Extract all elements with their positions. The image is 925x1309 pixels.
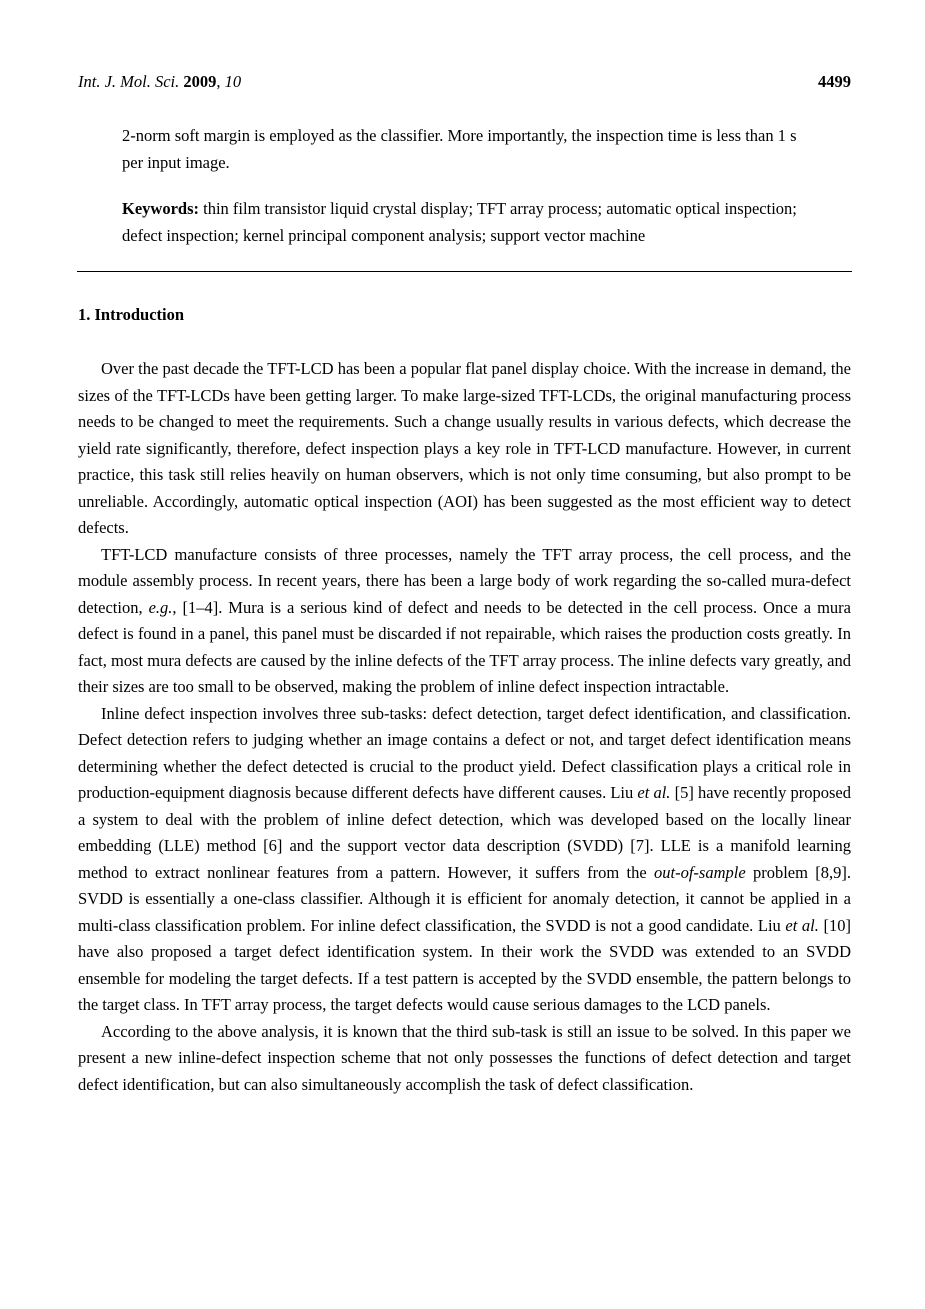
journal-citation: Int. J. Mol. Sci. 2009, 10	[78, 72, 242, 91]
section-divider	[77, 271, 852, 272]
running-header	[78, 72, 851, 96]
paragraph: Inline defect inspection involves three sub-tasks: defect detection, target defect identification, and classification. Defect detection refers to judging whether an image contains a defect or not, and target defect identification means determining whether the defect detected is crucial to the product yield. Defect classification plays a critical role in production-equipment diagnosis because different defects have different causes. Liu et al. [5] have recently proposed a system to deal with the problem of inline defect detection, which was developed based on the locally linear embedding (LLE) method [6] and the support vector data description (SVDD) [7]. LLE is a manifold learning method to extract nonlinear features from a pattern. However, it suffers from the out-of-sample problem [8,9]. SVDD is essentially a one-class classifier. Although it is efficient for anomaly detection, it cannot be applied in a multi-class classification problem. For inline defect classification, the SVDD is not a good candidate. Liu et al. [10] have also proposed a target defect identification system. In their work the SVDD was extended to an SVDD ensemble for modeling the target defects. If a test pattern is accepted by the SVDD ensemble, the pattern belongs to the target class. In TFT array process, the target defects would cause serious damages to the LCD panels.	[78, 703, 852, 1014]
section-heading: 1. Introduction	[78, 305, 185, 324]
keywords-label: Keywords:	[122, 199, 199, 218]
journal-name: Int. J. Mol. Sci.	[78, 72, 180, 91]
keywords	[122, 195, 822, 249]
abstract-tail: 2-norm soft margin is employed as the classifier. More importantly, the inspection time is less than 1 s per input image.	[122, 126, 797, 172]
body-text	[78, 356, 851, 1098]
page-number: 4499	[818, 72, 851, 91]
journal-volume: 10	[224, 72, 242, 91]
keywords-text: thin film transistor liquid crystal display; TFT array process; automatic optical inspection; defect inspection; kernel principal component analysis; support vector machine	[122, 199, 797, 245]
paragraph: Over the past decade the TFT-LCD has been a popular flat panel display choice. With the increase in demand, the sizes of the TFT-LCDs have been getting larger. To make large-sized TFT-LCDs, the original manufacturing process needs to be changed to meet the requirements. Such a change usually results in various defects, which decrease the yield rate significantly, therefore, defect inspection plays a key role in TFT-LCD manufacture. However, in current practice, this task still relies heavily on human observers, which is not only time consuming, but also prompt to be unreliable. Accordingly, automatic optical inspection (AOI) has been suggested as the most efficient way to detect defects.	[78, 359, 851, 537]
paragraph: According to the above analysis, it is known that the third sub-task is still an issue to be solved. In this paper we present a new inline-defect inspection scheme that not only possesses the functions of defect detection and target defect identification, but can also simultaneously accomplish the task of defect classification.	[78, 1021, 851, 1094]
journal-year: 2009	[183, 72, 217, 91]
paragraph: TFT-LCD manufacture consists of three processes, namely the TFT array process, the cell process, and the module assembly process. In recent years, there has been a large body of work regarding the so-called mura-defect detection, e.g., [1–4]. Mura is a serious kind of defect and needs to be detected in the cell process. Once a mura defect is found in a panel, this panel must be discarded if not repairable, which raises the production costs greatly. In fact, most mura defects are caused by the inline defects of the TFT array process. The inline defects vary greatly, and their sizes are too small to be observed, making the problem of inline defect inspection intractable.	[78, 544, 851, 696]
